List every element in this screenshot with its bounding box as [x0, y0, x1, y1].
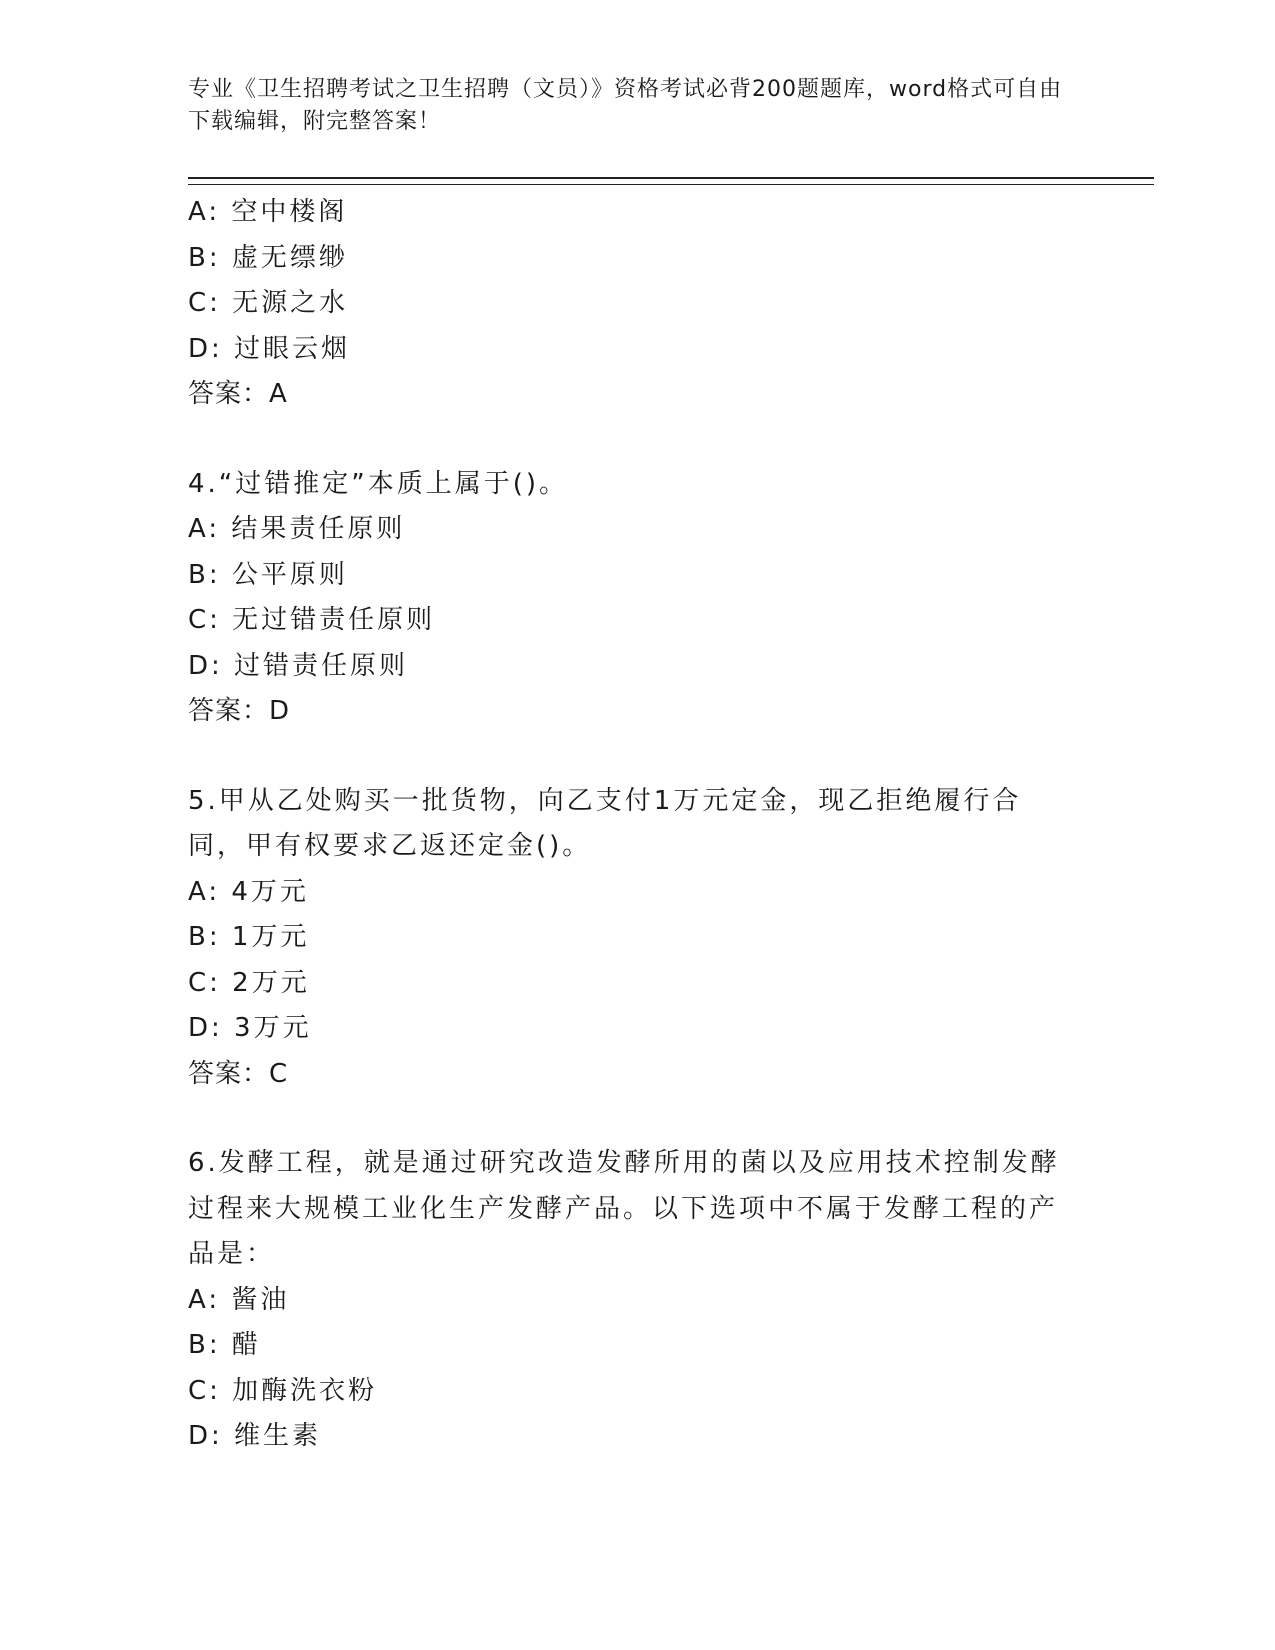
answer-line: 答案：A	[188, 379, 288, 409]
question-5	[188, 779, 1068, 1098]
header-divider	[188, 177, 1154, 185]
option-d: D: 过眼云烟	[188, 333, 351, 364]
option-a: A: 空中楼阁	[188, 197, 348, 227]
question-6	[188, 1141, 1068, 1460]
option-b: B: 虚无缥缈	[188, 242, 348, 273]
question-stem: 6.发酵工程，就是通过研究改造发酵所用的菌以及应用技术控制发酵过程来大规模工业化生产发酵产品。以下选项中不属于发酵工程的产品是：	[188, 1148, 1060, 1269]
question-3	[188, 190, 1068, 418]
option-a: A: 酱油	[188, 1284, 290, 1315]
answer-line: 答案：D	[188, 696, 291, 726]
document-header: 专业《卫生招聘考试之卫生招聘（文员）》资格考试必背200题题库，word格式可自由下载编辑，附完整答案！	[188, 77, 1063, 134]
option-b: B: 醋	[188, 1330, 261, 1360]
question-4	[188, 462, 1068, 735]
answer-line: 答案：C	[188, 1058, 289, 1089]
option-b: B: 公平原则	[188, 559, 348, 590]
question-stem: 4.“过错推定”本质上属于()。	[188, 468, 569, 499]
option-c: C: 加酶洗衣粉	[188, 1375, 378, 1406]
option-a: A: 结果责任原则	[188, 514, 406, 544]
option-c: C: 2万元	[188, 967, 310, 998]
option-d: D: 过错责任原则	[188, 650, 409, 681]
option-d: D: 维生素	[188, 1421, 322, 1451]
option-b: B: 1万元	[188, 922, 310, 952]
option-c: C: 无过错责任原则	[188, 605, 436, 635]
option-d: D: 3万元	[188, 1013, 312, 1043]
option-c: C: 无源之水	[188, 288, 349, 318]
question-list	[188, 190, 1068, 1460]
question-stem: 5.甲从乙处购买一批货物，向乙支付1万元定金，现乙拒绝履行合同，甲有权要求乙返还定金()。	[188, 785, 1022, 861]
option-a: A: 4万元	[188, 876, 309, 907]
